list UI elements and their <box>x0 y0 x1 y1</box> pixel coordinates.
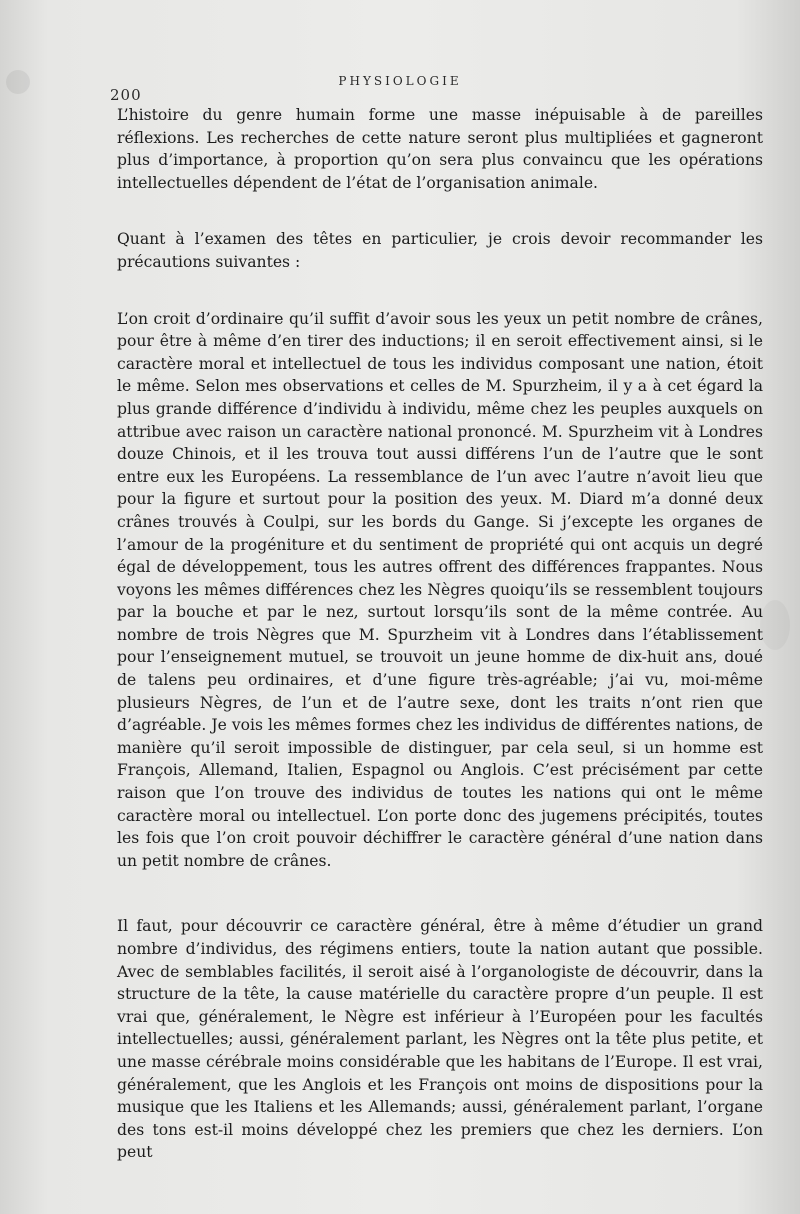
paragraph: L’on croit d’ordinaire qu’il suffit d’avoir sous les yeux un petit nombre de crânes, pour être à même d’en tirer des inductions; il en seroit effectivement ainsi, si le caractère moral et intellectuel de tous les individus composant une nation, étoit le même. Selon mes observations et celles de M. Spurzheim, il y a à cet égard la plus grande différence d’individu à individu, même chez les peuples auxquels on attribue avec raison un caractère national prononcé. M. Spurzheim vit à Londres douze Chinois, et il les trouva tout aussi différens l’un de l’autre que le sont entre eux les Européens. La ressemblance de l’un avec l’autre n’avoit lieu que pour la figure et surtout pour la position des yeux. M. Diard m’a donné deux crânes trouvés à Coulpi, sur les bords du Gange. Si j’excepte les organes de l’amour de la progéniture et du sentiment de propriété qui ont acquis un degré égal de développement, tous les autres offrent des différences frappantes. Nous voyons les mêmes différences chez les Nègres quoiqu’ils se ressemblent toujours par la bouche et par le nez, surtout lorsqu’ils sont de la même contrée. Au nombre de trois Nègres que M. Spurzheim vit à Londres dans l’établissement pour l’enseignement mutuel, se trouvoit un jeune homme de dix-huit ans, doué de talens peu ordinaires, et d’une figure très-agréable; j’ai vu, moi-même plusieurs Nègres, de l’un et de l’autre sexe, dont les traits n’ont rien que d’agréable. Je vois les mêmes formes chez les individus de différentes nations, de manière qu’il seroit impossible de distinguer, par cela seul, si un homme est François, Allemand, Italien, Espagnol ou Anglois. C’est précisément par cette raison que l’on trouve des individus de toutes les nations qui ont le même caractère moral ou intellectuel. L’on porte donc des jugemens précipités, toutes les fois que l’on croit pouvoir déchiffrer le caractère général d’une nation dans un petit nombre de crânes. <box>117 309 763 870</box>
paragraph: Quant à l’examen des têtes en particulier, je crois devoir recommander les précautions suivantes : <box>117 230 763 271</box>
running-head: PHYSIOLOGIE <box>338 74 462 88</box>
paragraph: L’histoire du genre humain forme une masse inépuisable à de pareilles réflexions. Les recherches de cette nature seront plus multipliées et gagneront plus d’importance, à proportion qu’on sera plus convaincu que les opérations intellectuelles dépendent de l’état de l’organisation animale. <box>117 106 763 192</box>
paragraph: Il faut, pour découvrir ce caractère général, être à même d’étudier un grand nombre d’individus, des régimens entiers, toute la nation autant que possible. Avec de semblables facilités, il seroit aisé à l’organologiste de découvrir, dans la structure de la tête, la cause matérielle du caractère propre d’un peuple. Il est vrai que, généralement, le Nègre est inférieur à l’Européen pour les facultés intellectuelles; aussi, généralement parlant, les Nègres ont la tête plus petite, et une masse cérébrale moins considérable que les habitans de l’Europe. Il est vrai, généralement, que les Anglois et les François ont moins de dispositions pour la musique que les Italiens et les Allemands; aussi, généralement parlant, l’organe des tons est-il moins développé chez les premiers que chez les derniers. L’on peut <box>117 917 763 1162</box>
body-text <box>117 104 763 1164</box>
page-stain <box>760 600 790 650</box>
page-number: 200 <box>110 86 142 104</box>
